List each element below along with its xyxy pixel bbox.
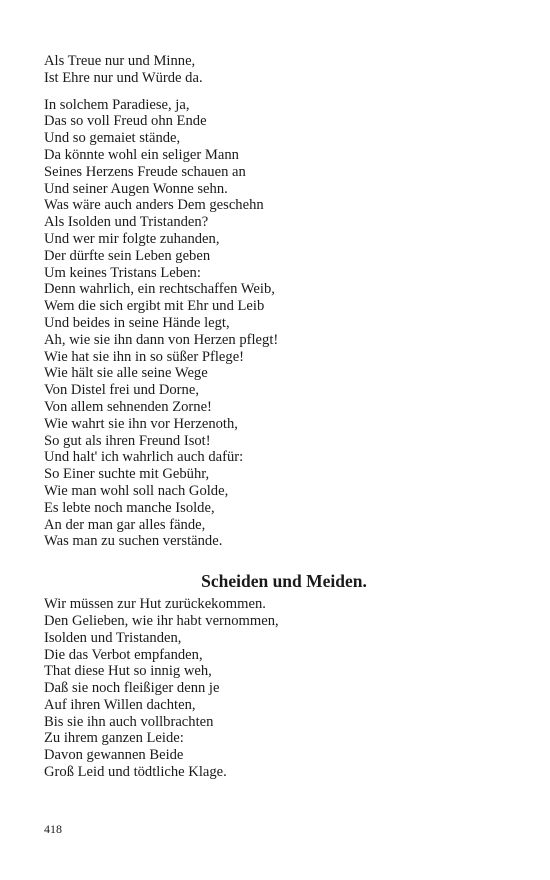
verse-line: Als Isolden und Tristanden?	[44, 214, 209, 231]
verse-line: An der man gar alles fände,	[44, 516, 206, 533]
verse-line: Das so voll Freud ohn Ende	[44, 113, 207, 130]
verse-line: Da könnte wohl ein seliger Mann	[44, 146, 239, 163]
verse-line: Davon gewannen Beide	[44, 747, 184, 764]
verse-line: Was wäre auch anders Dem geschehn	[44, 197, 264, 214]
verse-line: Und so gemaiet stände,	[44, 130, 181, 147]
verse-line: Wie hält sie alle seine Wege	[44, 365, 208, 382]
verse-line: Von Distel frei und Dorne,	[44, 382, 199, 399]
verse-line: Wie wahrt sie ihn vor Herzenoth,	[44, 415, 238, 432]
verse-line: That diese Hut so innig weh,	[44, 663, 212, 680]
page-body	[44, 53, 514, 781]
verse-line: Und halt' ich wahrlich auch dafür:	[44, 449, 244, 466]
verse-line: Ah, wie sie ihn dann von Herzen pflegt!	[44, 331, 279, 348]
verse-line: Wie hat sie ihn in so süßer Pflege!	[44, 348, 245, 365]
verse-line: Und seiner Augen Wonne sehn.	[44, 180, 228, 197]
verse-line: Von allem sehnenden Zorne!	[44, 398, 212, 415]
verse-line: Ist Ehre nur und Würde da.	[44, 69, 203, 86]
verse-line: Und beides in seine Hände legt,	[44, 314, 230, 331]
verse-line: Um keines Tristans Leben:	[44, 264, 201, 281]
verse-line: Groß Leid und tödtliche Klage.	[44, 764, 227, 781]
verse-line: Den Gelieben, wie ihr habt vernommen,	[44, 612, 279, 629]
stanza-gap	[44, 87, 514, 97]
stanza-3	[44, 596, 514, 781]
stanza-2	[44, 97, 514, 551]
verse-line: So gut als ihren Freund Isot!	[44, 432, 211, 449]
section-heading: Scheiden und Meiden.	[201, 571, 367, 592]
verse-line: Der dürfte sein Leben geben	[44, 247, 211, 264]
verse-line: Wie man wohl soll nach Golde,	[44, 482, 229, 499]
verse-line: Isolden und Tristanden,	[44, 629, 182, 646]
verse-line: Es lebte noch manche Isolde,	[44, 499, 215, 516]
verse-line: So Einer suchte mit Gebühr,	[44, 466, 210, 483]
verse-line: In solchem Paradiese, ja,	[44, 96, 190, 113]
verse-line: Zu ihrem ganzen Leide:	[44, 730, 184, 747]
verse-line: Als Treue nur und Minne,	[44, 53, 196, 69]
verse-line: Daß sie noch fleißiger denn je	[44, 680, 220, 697]
verse-line: Die das Verbot empfanden,	[44, 646, 203, 663]
verse-line: Bis sie ihn auch vollbrachten	[44, 713, 214, 730]
verse-line: Auf ihren Willen dachten,	[44, 696, 196, 713]
verse-line: Denn wahrlich, ein rechtschaffen Weib,	[44, 281, 275, 298]
verse-line: Seines Herzens Freude schauen an	[44, 163, 246, 180]
verse-line: Was man zu suchen verstände.	[44, 533, 223, 550]
verse-line: Und wer mir folgte zuhanden,	[44, 230, 220, 247]
verse-line: Wem die sich ergibt mit Ehr und Leib	[44, 298, 265, 315]
verse-line: Wir müssen zur Hut zurückekommen.	[44, 596, 266, 613]
page-number: 418	[44, 822, 62, 836]
stanza-1	[44, 53, 514, 87]
